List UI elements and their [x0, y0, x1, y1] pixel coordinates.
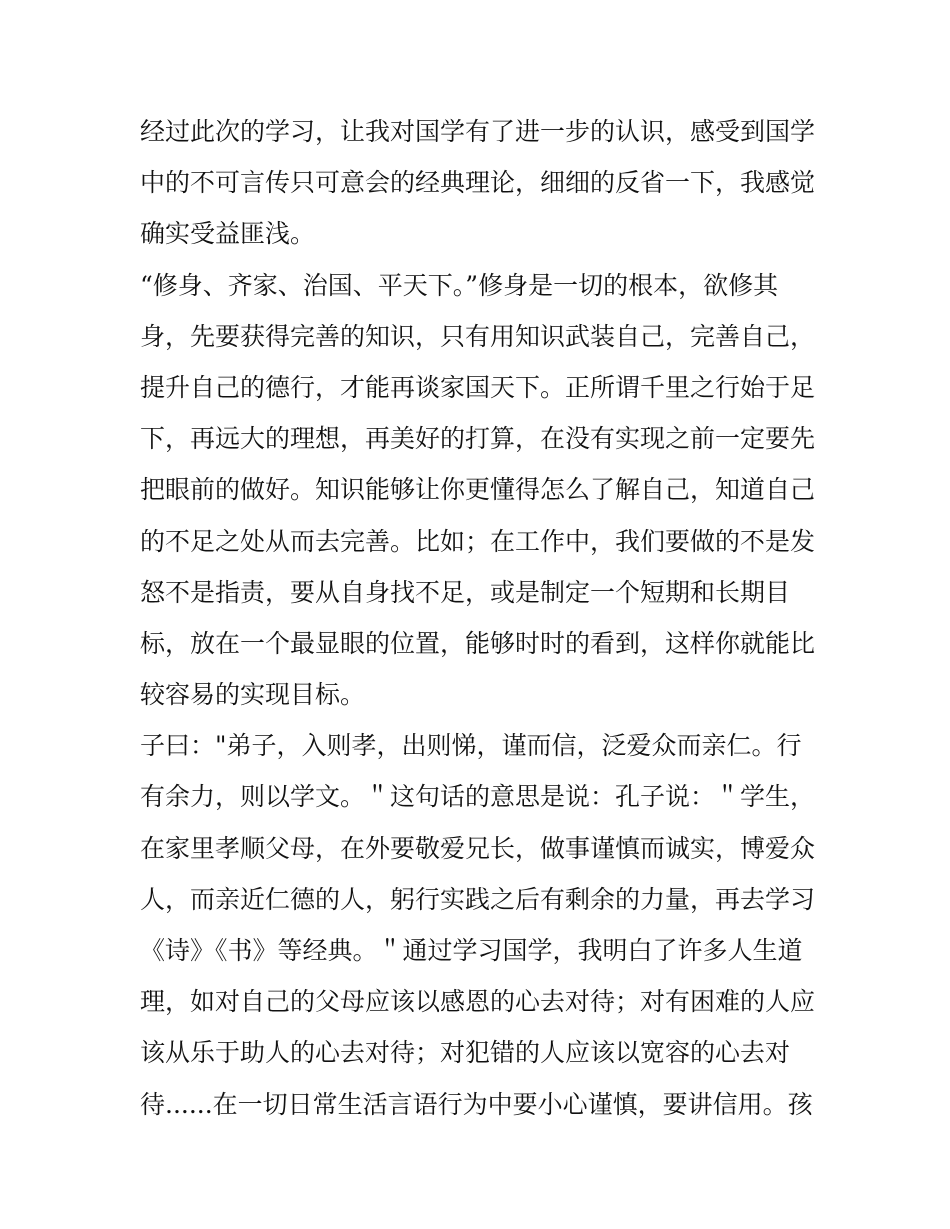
text-line: 的不足之处从而去完善。比如；在工作中，我们要做的不是发: [140, 526, 816, 556]
text-line: 怒不是指责，要从自身找不足，或是制定一个短期和长期目: [140, 577, 791, 607]
text-line: 提升自己的德行，才能再谈家国天下。正所谓千里之行始于足: [140, 372, 816, 402]
text-line: 有余力，则以学文。＂这句话的意思是说：孔子说：＂学生，: [140, 782, 816, 812]
text-line: 《诗》《书》等经典。＂通过学习国学，我明白了许多人生道: [140, 936, 803, 965]
text-line: 该从乐于助人的心去对待；对犯错的人应该以宽容的心去对: [140, 1038, 791, 1068]
text-line: 子曰："弟子，入则孝，出则悌，谨而信，泛爱众而亲仁。行: [140, 731, 802, 761]
body-text: [140, 106, 820, 1130]
text-line: 标，放在一个最显眼的位置，能够时时的看到，这样你就能比: [140, 628, 816, 658]
text-line: 理，如对自己的父母应该以感恩的心去对待；对有困难的人应: [140, 987, 816, 1017]
text-line: 经过此次的学习，让我对国学有了进一步的认识，感受到国学: [140, 117, 816, 146]
text-line: 待......在一切日常生活言语行为中要小心谨慎，要讲信用。孩: [140, 1089, 813, 1119]
text-line: 确实受益匪浅。: [140, 219, 316, 249]
text-line: 人，而亲近仁德的人，躬行实践之后有剩余的力量，再去学习: [140, 884, 816, 914]
text-line: 在家里孝顺父母，在外要敬爱兄长，做事谨慎而诚实，博爱众: [140, 833, 816, 863]
text-line: 中的不可言传只可意会的经典理论，细细的反省一下，我感觉: [140, 168, 816, 198]
text-line: “修身、齐家、治国、平天下。”修身是一切的根本，欲修其: [140, 270, 779, 300]
text-line: 较容易的实现目标。: [140, 680, 366, 710]
text-line: 下，再远大的理想，再美好的打算，在没有实现之前一定要先: [140, 424, 816, 454]
text-line: 身，先要获得完善的知识，只有用知识武装自己，完善自己，: [140, 321, 816, 351]
text-line: 把眼前的做好。知识能够让你更懂得怎么了解自己，知道自己: [140, 475, 816, 505]
